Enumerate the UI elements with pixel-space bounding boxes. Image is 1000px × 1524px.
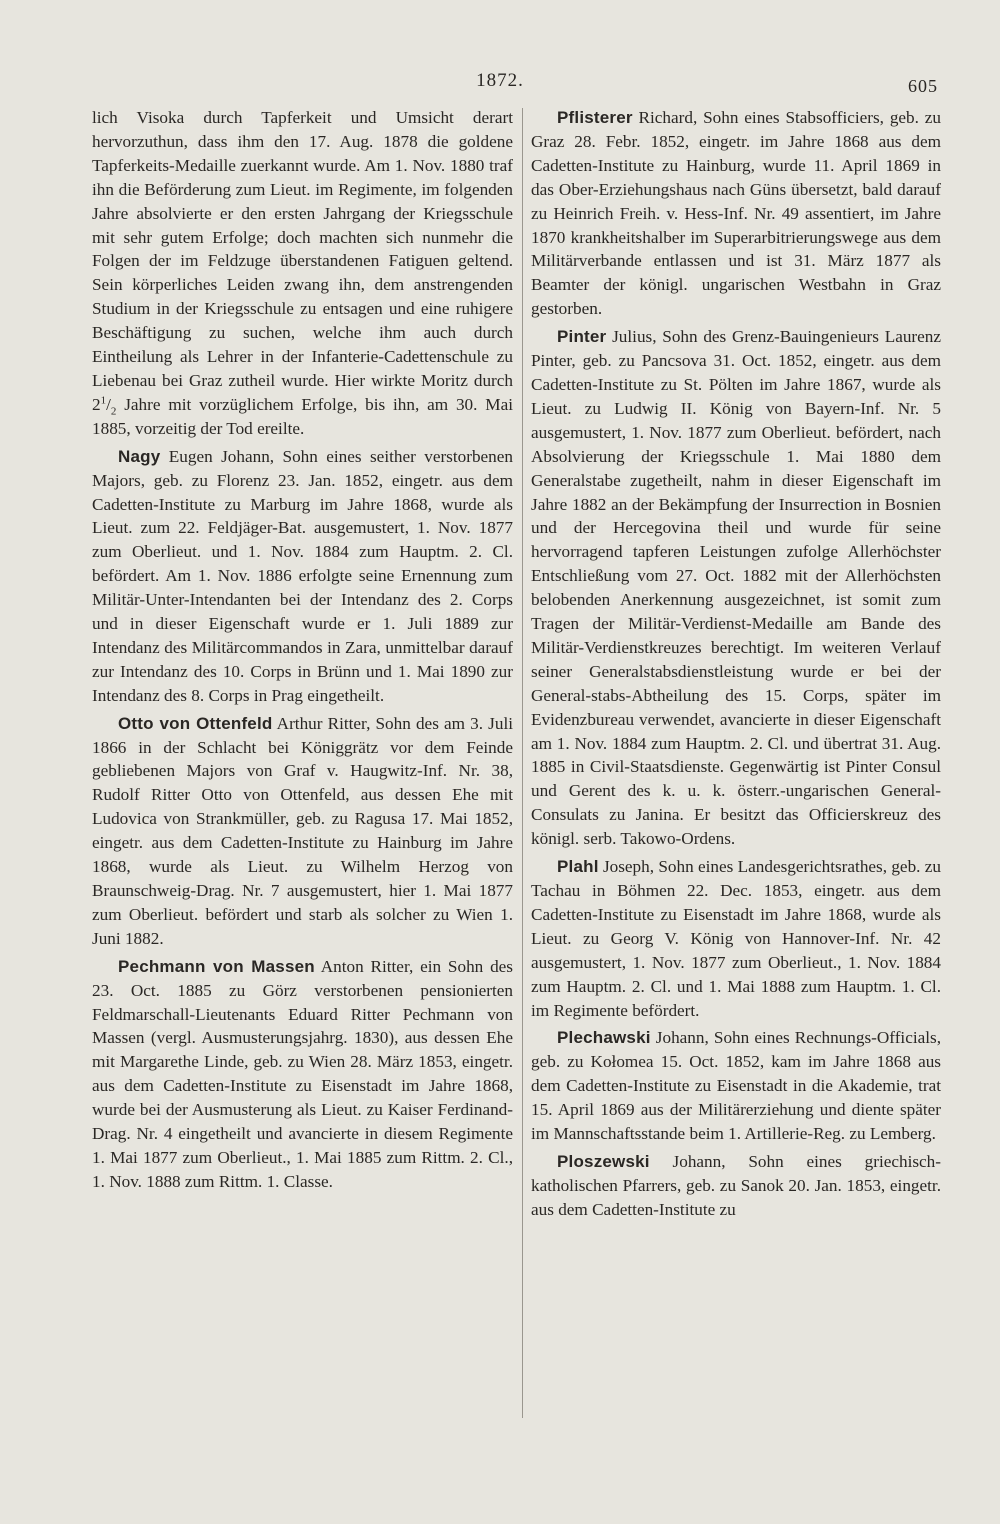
continuation-end-text: Jahre mit vorzüglichem Erfolge, bis ihn, am 30. Mai 1885, vorzeitig der Tod ereilte. xyxy=(92,394,513,438)
entry-text: Johann, Sohn eines Rechnungs-Officials, geb. zu Kołomea 15. Oct. 1852, kam im Jahre 1868 aus dem Cadetten-Institute zu Eisenstadt in die Akademie, trat 15. April 1869 aus der Militärerziehung und diente später im Mannschaftsstande beim 1. Artillerie-Reg. zu Lemberg. xyxy=(531,1028,941,1144)
entry-name: Ploszewski xyxy=(557,1151,650,1171)
biography-entry-pechmann-von-massen xyxy=(92,955,513,1194)
entry-name: Plechawski xyxy=(557,1028,651,1048)
entry-text: Eugen Johann, Sohn eines seither verstorbenen Majors, geb. zu Florenz 23. Jan. 1852, eingetr. aus dem Cadetten-Institute zu Marburg im Jahre 1868, wurde als Lieut. zum 22. Feldjäger-Bat. ausgemustert, 1. Nov. 1877 zum Oberlieut. und 1. Nov. 1884 zum Hauptm. 2. Cl. befördert. Am 1. Nov. 1886 erfolgte seine Ernennung zum Militär-Unter-Intendanten bei der Intendanz des 2. Corps und in dieser Eigenschaft wurde er 1. Juli 1889 zur Intendanz des Militärcommandos in Zara, unmittelbar darauf zur Intendanz des 10. Corps in Brünn und 1. Mai 1890 zur Intendanz des 8. Corps in Prag eingetheilt. xyxy=(92,446,513,705)
entry-text: Johann, Sohn eines griechisch-katholischen Pfarrers, geb. zu Sanok 20. Jan. 1853, eingetr. aus dem Cadetten-Institute zu xyxy=(531,1151,941,1219)
biography-entry-otto-von-ottenfeld xyxy=(92,712,513,951)
entry-name: Pflisterer xyxy=(557,108,633,127)
column-divider xyxy=(522,108,523,1418)
fraction: $2^1/_2$ xyxy=(92,394,117,418)
continuation-text: lich Visoka durch Tapferkeit und Umsicht derart hervorzuthun, dass ihm den 17. Aug. 1878 die goldene Tapferkeits-Medaille zuerkannt wurde. Am 1. Nov. 1880 traf ihn die Beförderung zum Lieut. im Regimente, im folgenden Jahre absolvierte er den ersten Jahrgang der Kriegsschule mit sehr gutem Erfolge; doch machten sich nunmehr die Folgen der im Feldzuge überstandenen Fatiguen geltend. Sein körperliches Leiden zwang ihn, dem anstrengenden Studium in der Kriegsschule zu entsagen und eine ruhigere Beschäftigung zu suchen, welche ihm auch durch Eintheilung als Lehrer in der Infanterie-Cadettenschule zu Liebenau bei Graz zutheil wurde. Hier wirkte Moritz durch xyxy=(92,108,513,390)
right-column xyxy=(531,106,941,1222)
entry-text: Arthur Ritter, Sohn des am 3. Juli 1866 in der Schlacht bei Königgrätz vor dem Feinde gebliebenen Majors von Graf v. Haugwitz-Inf. Nr. 38, Rudolf Ritter Otto von Ottenfeld, aus dessen Ehe mit Ludovica von Strankmüller, geb. zu Ragusa 17. Mai 1852, eingetr. aus dem Cadetten-Institute zu Hainburg im Jahre 1868, wurde als Lieut. zu Wilhelm Herzog von Braunschweig-Drag. Nr. 7 ausgemustert, hier 1. Mai 1877 zum Oberlieut. befördert und starb als solcher zu Wien 1. Juni 1882. xyxy=(92,713,513,948)
page-number: 605 xyxy=(908,76,938,96)
entry-name: Otto von Ottenfeld xyxy=(118,713,273,733)
biography-entry-plahl xyxy=(531,855,941,1022)
biography-entry-pinter xyxy=(531,325,941,851)
fraction-denominator: 2 xyxy=(110,405,117,418)
biography-entry-pflisterer xyxy=(531,106,941,321)
left-column xyxy=(92,106,513,1194)
fraction-whole: 2 xyxy=(92,394,101,414)
entry-text: Joseph, Sohn eines Landesgerichtsrathes, geb. zu Tachau in Böhmen 22. Dec. 1853, eingetr. aus dem Cadetten-Institute zu Eisenstadt im Jahre 1868, wurde als Lieut. zu Georg V. König von Hannover-Inf. Nr. 42 ausgemustert, 1. Nov. 1877 zum Oberlieut., 1. Nov. 1884 zum Hauptm. 2. Cl. und 1. Mai 1888 zum Hauptm. 1. Cl. im Regimente befördert. xyxy=(531,857,941,1020)
continuation-paragraph xyxy=(92,106,513,441)
entry-text: Anton Ritter, ein Sohn des 23. Oct. 1885 zu Görz verstorbenen pensionierten Feldmarschall-Lieutenants Eduard Ritter Pechmann von Massen (vergl. Ausmusterungsjahrg. 1830), aus dessen Ehe mit Margarethe Linde, geb. zu Wien 28. März 1853, eingetr. aus dem Cadetten-Institute zu Eisenstadt im Jahre 1868, wurde bei der Ausmusterung als Lieut. zu Kaiser Ferdinand-Drag. Nr. 4 eingetheilt und avancierte in diesem Regimente 1. Mai 1877 zum Oberlieut., 1. Mai 1885 zum Rittm. 2. Cl., 1. Nov. 1888 zum Rittm. 1. Classe. xyxy=(92,956,513,1191)
entry-name: Pechmann von Massen xyxy=(118,956,315,976)
biography-entry-nagy xyxy=(92,445,513,708)
biography-entry-ploszewski xyxy=(531,1150,941,1222)
entry-name: Pinter xyxy=(557,327,607,347)
entry-text: Julius, Sohn des Grenz-Bauingenieurs Laurenz Pinter, geb. zu Pancsova 31. Oct. 1852, eingetr. aus dem Cadetten-Institute zu St. Pölten im Jahre 1867, wurde als Lieut. zu Ludwig II. König von Bayern-Inf. Nr. 5 ausgemustert, 1. Nov. 1877 zum Oberlieut. befördert, nach Absolvierung der Kriegsschule 1. Mai 1880 dem Generalstabe zugetheilt, nahm in dieser Eigenschaft im Jahre 1882 an der Bekämpfung der Insurrection in Bosnien und der Hercegovina theil und wurde für seine hervorragend tapferen Leistungen zufolge Allerhöchster Entschließung vom 27. Oct. 1882 mit der Allerhöchsten belobenden Anerkennung ausgezeichnet, ist somit zum Tragen der Militär-Verdienst-Medaille am Bande des Militär-Verdienstkreuzes berechtigt. Im weiteren Verlauf seiner Generalstabsdienstleistung wurde er bei der General-stabs-Abtheilung des 15. Corps, später im Evidenzbureau verwendet, avancierte in dieser Eigenschaft am 1. Nov. 1884 zum Hauptm. 2. Cl. und übertrat 31. Aug. 1885 in Civil-Staatsdienste. Gegenwärtig ist Pinter Consul und Gerent des k. u. k. österr.-ungarischen General-Consulats zu Janina. Er besitzt das Officierskreuz des königl. serb. Takowo-Ordens. xyxy=(531,327,941,849)
entry-name: Nagy xyxy=(118,446,161,466)
entry-name: Plahl xyxy=(557,857,599,877)
entry-text: Richard, Sohn eines Stabsofficiers, geb. zu Graz 28. Febr. 1852, eingetr. im Jahre 1868 aus dem Cadetten-Institute zu Hainburg, wurde 11. April 1869 in das Ober-Erziehungshaus nach Güns übersetzt, bald darauf zu Heinrich Freih. v. Hess-Inf. Nr. 49 assentiert, im Jahre 1870 krankheitshalber im Superarbitrierungswege aus dem Militärverbande entlassen und ist 31. März 1877 als Beamter der königl. ungarischen Westbahn in Graz gestorben. xyxy=(531,108,941,319)
fraction-numerator: 1 xyxy=(100,394,107,407)
page-year-heading: 1872. xyxy=(476,70,524,91)
biography-entry-plechawski xyxy=(531,1026,941,1146)
